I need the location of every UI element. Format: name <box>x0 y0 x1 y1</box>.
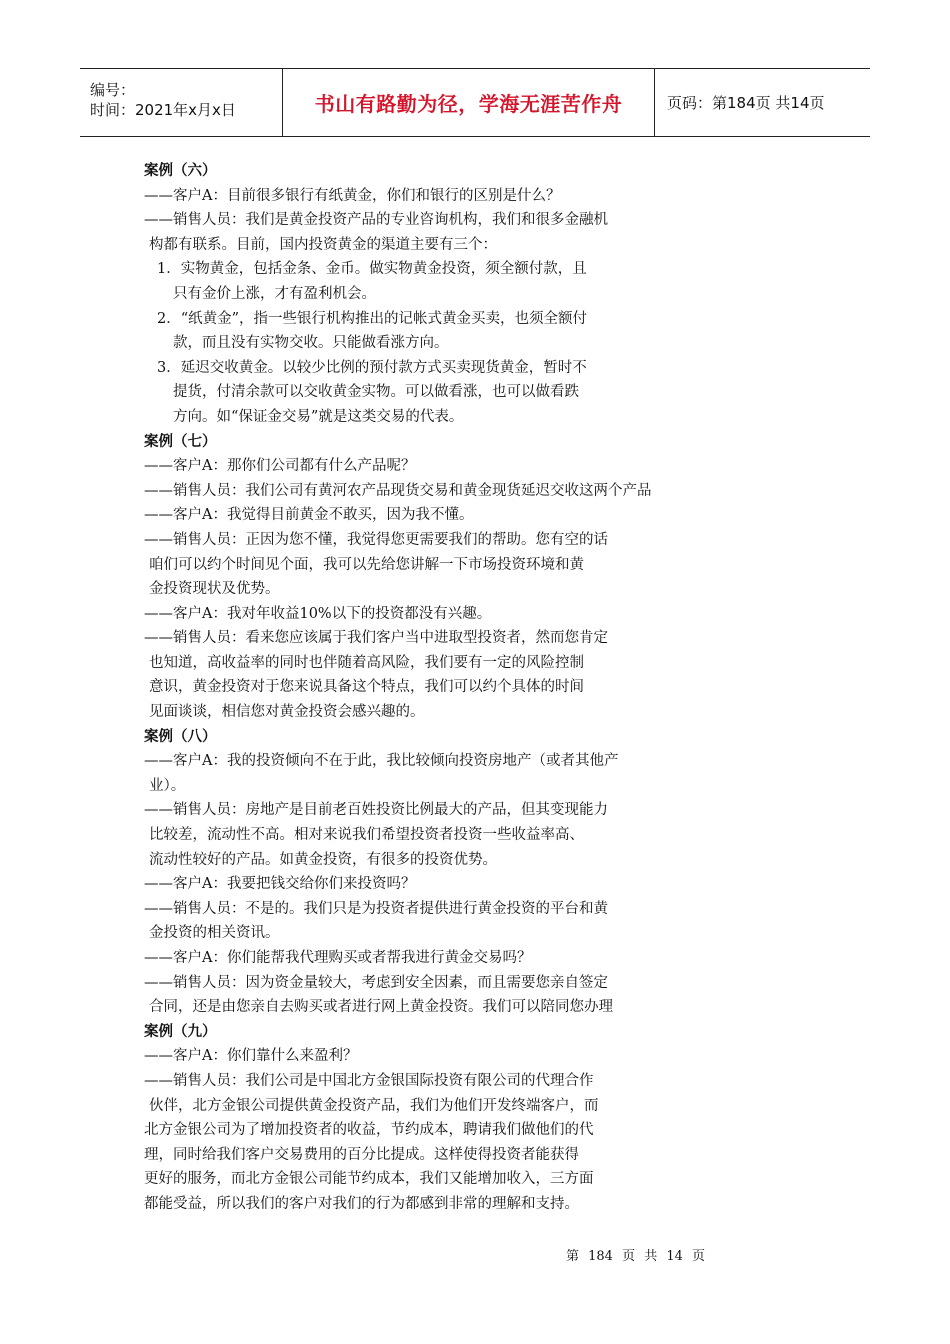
paragraph-line: 金投资的相关资讯。 <box>149 925 280 942</box>
header-motto-cell <box>283 69 655 136</box>
paragraph-line: ——客户A：你们靠什么来盈利？ <box>144 1048 358 1065</box>
paragraph-line: ——销售人员：我们是黄金投资产品的专业咨询机构，我们和很多金融机 <box>144 212 608 229</box>
paragraph-line: ——客户A：那你们公司都有什么产品呢？ <box>144 458 416 475</box>
header-motto: 书山有路勤为径，学海无涯苦作舟 <box>314 92 623 116</box>
paragraph-line: 流动性较好的产品。如黄金投资，有很多的投资优势。 <box>149 851 497 868</box>
paragraph-line: ——客户A：我要把钱交给你们来投资吗？ <box>144 876 416 893</box>
paragraph-line: ——销售人员：正因为您不懂，我觉得您更需要我们的帮助。您有空的话 <box>144 531 608 548</box>
paragraph-line: 咱们可以约个时间见个面，我可以先给您讲解一下市场投资环境和黄 <box>149 556 584 573</box>
paragraph-line: 提货，付清余款可以交收黄金实物。可以做看涨，也可以做看跌 <box>173 384 579 401</box>
paragraph-line: 构都有联系。目前，国内投资黄金的渠道主要有三个： <box>149 236 497 253</box>
case-heading: 案例（六） <box>144 163 217 179</box>
paragraph-line: 伙伴，北方金银公司提供黄金投资产品，我们为他们开发终端客户，而 <box>149 1097 599 1114</box>
paragraph-line: ——客户A：你们能帮我代理购买或者帮我进行黄金交易吗？ <box>144 950 532 966</box>
paragraph-line: 见面谈谈，相信您对黄金投资会感兴趣的。 <box>149 704 425 721</box>
paragraph-line: 都能受益，所以我们的客户对我们的行为都感到非常的理解和支持。 <box>144 1195 579 1212</box>
paragraph-line: ——客户A：我的投资倾向不在于此，我比较倾向投资房地产（或者其他产 <box>144 753 619 770</box>
document-number-label: 编号： <box>90 80 136 99</box>
case-heading: 案例（九） <box>144 1023 217 1040</box>
paragraph-line: 也知道，高收益率的同时也伴随着高风险，我们要有一定的风险控制 <box>149 654 584 671</box>
paragraph-line: ——销售人员：我们公司是中国北方金银国际投资有限公司的代理合作 <box>144 1072 594 1089</box>
paragraph-line: 北方金银公司为了增加投资者的收益，节约成本，聘请我们做他们的代 <box>144 1122 594 1139</box>
document-date-label: 时间：2021年x月x日 <box>90 100 236 119</box>
page-header <box>80 68 870 137</box>
paragraph-line: 意识，黄金投资对于您来说具备这个特点，我们可以约个具体的时间 <box>149 679 584 696</box>
paragraph-line: 方向。如“保证金交易”就是这类交易的代表。 <box>173 408 464 425</box>
paragraph-line: 更好的服务，而北方金银公司能节约成本，我们又能增加收入，三方面 <box>144 1171 594 1188</box>
header-meta-cell <box>80 69 283 136</box>
document-body <box>144 159 744 1217</box>
paragraph-line: ——销售人员：看来您应该属于我们客户当中进取型投资者，然而您肯定 <box>144 630 608 647</box>
case-heading: 案例（八） <box>144 728 217 745</box>
paragraph-line: ——客户A：我觉得目前黄金不敢买，因为我不懂。 <box>144 507 474 524</box>
paragraph-line: ——销售人员：不是的。我们只是为投资者提供进行黄金投资的平台和黄 <box>144 900 608 917</box>
case-heading: 案例（七） <box>144 433 217 450</box>
paragraph-line: 业）。 <box>149 777 186 794</box>
paragraph-line: 3．延迟交收黄金。以较少比例的预付款方式买卖现货黄金，暂时不 <box>157 359 587 376</box>
paragraph-line: 合同，还是由您亲自去购买或者进行网上黄金投资。我们可以陪同您办理 <box>149 999 613 1016</box>
paragraph-line: 1．实物黄金，包括金条、金币。做实物黄金投资，须全额付款，且 <box>157 261 587 278</box>
paragraph-line: 理，同时给我们客户交易费用的百分比提成。这样使得投资者能获得 <box>144 1146 579 1163</box>
paragraph-line: 只有金价上涨，才有盈利机会。 <box>173 285 376 302</box>
header-page-cell <box>655 69 870 136</box>
paragraph-line: 2．“纸黄金”，指一些银行机构推出的记帐式黄金买卖，也须全额付 <box>157 310 588 327</box>
paragraph-line: ——客户A：目前很多银行有纸黄金，你们和银行的区别是什么？ <box>144 187 561 204</box>
page-footer: 第 184 页 共 14 页 <box>566 1249 706 1264</box>
paragraph-line: ——销售人员：房地产是目前老百姓投资比例最大的产品，但其变现能力 <box>144 802 608 819</box>
paragraph-line: 比较差，流动性不高。相对来说我们希望投资者投资一些收益率高、 <box>149 827 584 844</box>
paragraph-line: 款，而且没有实物交收。只能做看涨方向。 <box>173 335 449 352</box>
paragraph-line: 金投资现状及优势。 <box>149 581 280 598</box>
paragraph-line: ——客户A：我对年收益10%以下的投资都没有兴趣。 <box>144 605 492 622</box>
paragraph-line: ——销售人员：因为资金量较大，考虑到安全因素，而且需要您亲自签定 <box>144 974 608 991</box>
header-page-label: 页码：第184页 共14页 <box>667 94 825 112</box>
paragraph-line: ——销售人员：我们公司有黄河农产品现货交易和黄金现货延迟交收这两个产品 <box>144 482 652 499</box>
